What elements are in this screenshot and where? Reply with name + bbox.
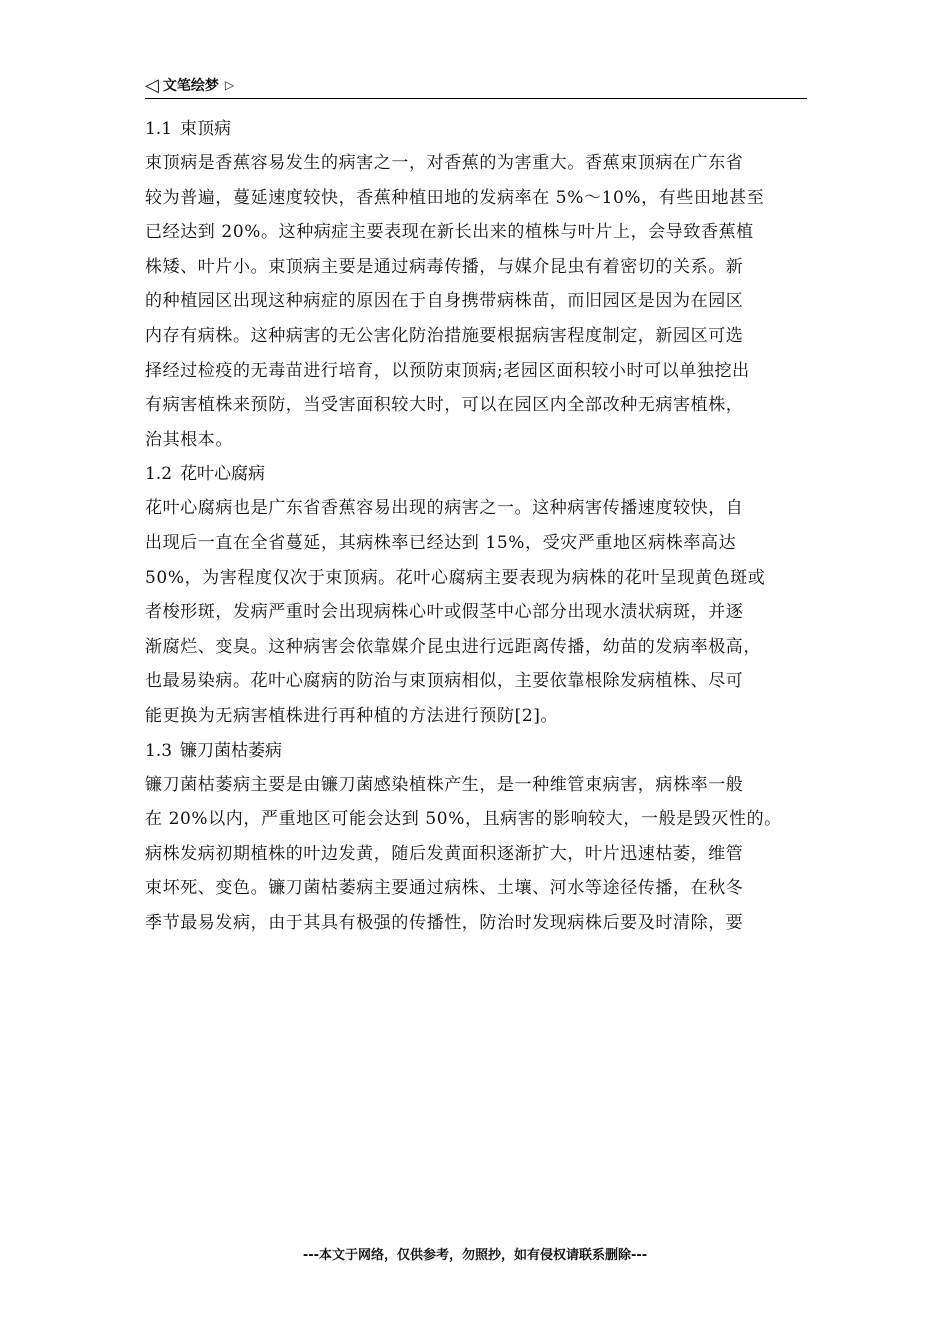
paragraph-line: 者梭形斑，发病严重时会出现病株心叶或假茎中心部分出现水渍状病斑，并逐 bbox=[145, 602, 744, 623]
section-1-1 bbox=[145, 112, 810, 457]
section-heading bbox=[145, 734, 810, 768]
paragraph-line: 择经过检疫的无毒苗进行培育，以预防束顶病;老园区面积较小时可以单独挖出 bbox=[145, 360, 750, 381]
paragraph-line: 较为普遍，蔓延速度较快，香蕉种植田地的发病率在 5%～10%，有些田地甚至 bbox=[145, 187, 765, 208]
page-footer: ---本文于网络，仅供参考，勿照抄，如有侵权请联系删除--- bbox=[302, 1248, 648, 1263]
section-number: 1.3 bbox=[145, 740, 173, 761]
section-title: 花叶心腐病 bbox=[180, 464, 266, 485]
paragraph-line: 镰刀菌枯萎病主要是由镰刀菌感染植株产生，是一种维管束病害，病株率一般 bbox=[145, 774, 744, 795]
paragraph-line: 治其根本。 bbox=[145, 429, 233, 450]
section-number: 1.2 bbox=[145, 464, 173, 485]
section-title: 镰刀菌枯萎病 bbox=[180, 740, 283, 761]
paragraph-line: 季节最易发病，由于其具有极强的传播性，防治时发现病株后要及时清除，要 bbox=[145, 912, 744, 933]
paragraph-line: 花叶心腐病也是广东省香蕉容易出现的病害之一。这种病害传播速度较快，自 bbox=[145, 498, 744, 519]
paragraph-line: 束顶病是香蕉容易发生的病害之一，对香蕉的为害重大。香蕉束顶病在广东省 bbox=[145, 153, 744, 173]
paragraph-line: 束坏死、变色。镰刀菌枯萎病主要通过病株、土壤、河水等途径传播，在秋冬 bbox=[145, 878, 744, 899]
triangle-left-icon: ◁ bbox=[145, 74, 159, 96]
section-1-2 bbox=[145, 457, 810, 733]
paragraph-line: 能更换为无病害植株进行再种植的方法进行预防[2]。 bbox=[145, 705, 559, 726]
section-heading bbox=[145, 457, 810, 491]
triangle-right-icon: ▷ bbox=[224, 78, 235, 92]
document-body bbox=[145, 112, 810, 940]
section-1-3 bbox=[145, 734, 810, 941]
page-header bbox=[145, 72, 807, 99]
paragraph-line: 内存有病株。这种病害的无公害化防治措施要根据病害程度制定，新园区可选 bbox=[145, 325, 744, 346]
paragraph-line: 病株发病初期植株的叶边发黄，随后发黄面积逐渐扩大，叶片迅速枯萎，维管 bbox=[145, 843, 744, 864]
paragraph-line: 株矮、叶片小。束顶病主要是通过病毒传播，与媒介昆虫有着密切的关系。新 bbox=[145, 256, 744, 277]
paragraph-line: 渐腐烂、变臭。这种病害会依靠媒介昆虫进行远距离传播，幼苗的发病率极高， bbox=[145, 636, 761, 657]
paragraph-line: 出现后一直在全省蔓延，其病株率已经达到 15%，受灾严重地区病株率高达 bbox=[145, 532, 737, 553]
header-title: 文笔绘梦 bbox=[162, 78, 219, 94]
section-heading bbox=[145, 112, 810, 146]
section-number: 1.1 bbox=[145, 119, 173, 139]
paragraph-line: 的种植园区出现这种病症的原因在于自身携带病株苗，而旧园区是因为在园区 bbox=[145, 291, 744, 312]
section-title: 束顶病 bbox=[180, 119, 232, 139]
paragraph-line: 也最易染病。花叶心腐病的防治与束顶病相似，主要依靠根除发病植株、尽可 bbox=[145, 671, 744, 692]
paragraph-line: 有病害植株来预防，当受害面积较大时，可以在园区内全部改种无病害植株， bbox=[145, 395, 744, 416]
paragraph-line: 已经达到 20%。这种病症主要表现在新长出来的植株与叶片上，会导致香蕉植 bbox=[145, 222, 754, 243]
paragraph-line: 50%，为害程度仅次于束顶病。花叶心腐病主要表现为病株的花叶呈现黄色斑或 bbox=[145, 567, 766, 588]
paragraph-line: 在 20%以内，严重地区可能会达到 50%，且病害的影响较大，一般是毁灭性的。 bbox=[145, 809, 782, 830]
